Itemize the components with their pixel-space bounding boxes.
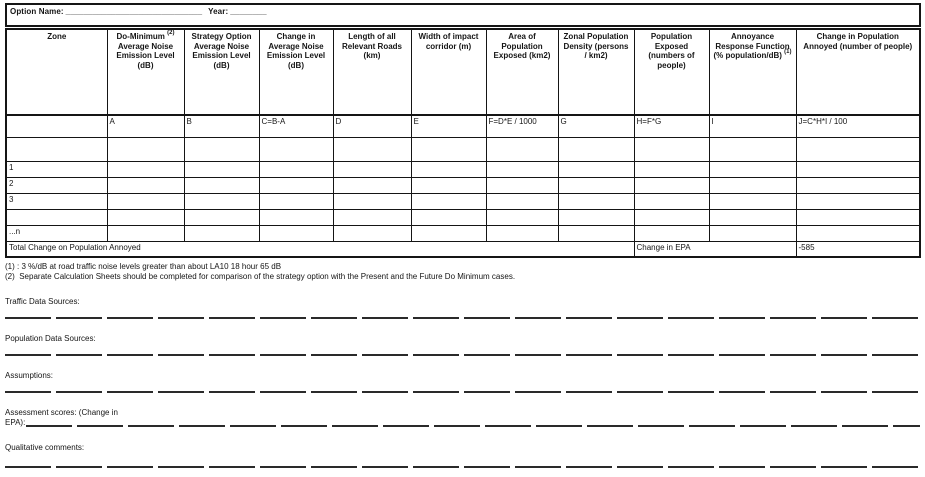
column-header-5: Length of all Relevant Roads (km) bbox=[333, 29, 411, 115]
empty-data-cell[interactable] bbox=[634, 225, 709, 241]
empty-data-cell[interactable] bbox=[107, 161, 184, 177]
year-blank[interactable]: ________ bbox=[230, 7, 267, 16]
empty-data-cell[interactable] bbox=[259, 137, 333, 161]
empty-data-cell[interactable] bbox=[411, 225, 486, 241]
empty-data-cell[interactable] bbox=[709, 137, 796, 161]
empty-data-cell[interactable] bbox=[259, 225, 333, 241]
section-inline-row bbox=[5, 418, 920, 428]
table-row bbox=[6, 193, 920, 209]
fill-in-line[interactable] bbox=[5, 466, 920, 468]
formula-cell: F=D*E / 1000 bbox=[486, 115, 558, 137]
empty-data-cell[interactable] bbox=[634, 193, 709, 209]
formula-cell: D bbox=[333, 115, 411, 137]
empty-data-cell[interactable] bbox=[184, 225, 259, 241]
formula-cell: B bbox=[184, 115, 259, 137]
empty-data-cell[interactable] bbox=[333, 225, 411, 241]
formula-cell: G bbox=[558, 115, 634, 137]
empty-data-cell[interactable] bbox=[107, 209, 184, 225]
column-header-8: Zonal Population Density (persons / km2) bbox=[558, 29, 634, 115]
year-label: Year: bbox=[208, 7, 229, 16]
empty-data-cell[interactable] bbox=[486, 177, 558, 193]
empty-data-cell[interactable] bbox=[486, 209, 558, 225]
section bbox=[5, 408, 920, 428]
formula-cell: H=F*G bbox=[634, 115, 709, 137]
empty-data-cell[interactable] bbox=[259, 193, 333, 209]
zone-label-cell: ...n bbox=[6, 225, 107, 241]
empty-data-cell[interactable] bbox=[333, 161, 411, 177]
empty-data-cell[interactable] bbox=[558, 193, 634, 209]
empty-data-cell[interactable] bbox=[558, 225, 634, 241]
column-header-3: Strategy Option Average Noise Emission Level (dB) bbox=[184, 29, 259, 115]
fill-in-line[interactable] bbox=[5, 391, 920, 393]
empty-data-cell[interactable] bbox=[486, 225, 558, 241]
column-header-2: Do-Minimum $^{(2)}$ Average Noise Emission Level (dB) bbox=[107, 29, 184, 115]
data-source-sections bbox=[5, 297, 920, 468]
empty-data-cell[interactable] bbox=[634, 137, 709, 161]
empty-data-cell[interactable] bbox=[486, 161, 558, 177]
change-in-epa-label-cell: Change in EPA bbox=[634, 241, 796, 257]
formula-row bbox=[6, 115, 920, 137]
form-header-bar bbox=[5, 3, 921, 27]
table-row bbox=[6, 225, 920, 241]
formula-cell bbox=[6, 115, 107, 137]
formula-cell: I bbox=[709, 115, 796, 137]
empty-data-cell[interactable] bbox=[107, 225, 184, 241]
empty-data-cell[interactable] bbox=[333, 177, 411, 193]
empty-data-cell[interactable] bbox=[486, 137, 558, 161]
section bbox=[5, 443, 920, 468]
empty-data-cell[interactable] bbox=[333, 209, 411, 225]
column-header-9: Population Exposed (numbers of people) bbox=[634, 29, 709, 115]
table-row bbox=[6, 209, 920, 225]
empty-data-cell[interactable] bbox=[259, 177, 333, 193]
option-name-label: Option Name: bbox=[10, 7, 64, 16]
empty-data-cell[interactable] bbox=[184, 209, 259, 225]
header-footnote-ref: (1) bbox=[784, 49, 792, 56]
column-header-6: Width of impact corridor (m) bbox=[411, 29, 486, 115]
empty-data-cell[interactable] bbox=[634, 209, 709, 225]
empty-data-cell[interactable] bbox=[184, 161, 259, 177]
empty-data-cell[interactable] bbox=[796, 193, 920, 209]
empty-data-cell[interactable] bbox=[107, 137, 184, 161]
column-header-1: Zone bbox=[6, 29, 107, 115]
empty-data-cell[interactable] bbox=[558, 209, 634, 225]
zone-label-cell: 2 bbox=[6, 177, 107, 193]
epa-value-cell: -585 bbox=[796, 241, 920, 257]
formula-cell: J=C*H*I / 100 bbox=[796, 115, 920, 137]
empty-data-cell[interactable] bbox=[796, 137, 920, 161]
empty-data-cell[interactable] bbox=[796, 177, 920, 193]
empty-data-cell[interactable] bbox=[796, 161, 920, 177]
zone-label-cell: 3 bbox=[6, 193, 107, 209]
empty-data-cell[interactable] bbox=[184, 193, 259, 209]
empty-data-cell[interactable] bbox=[411, 177, 486, 193]
empty-data-cell[interactable] bbox=[333, 137, 411, 161]
table-header-row bbox=[6, 29, 920, 115]
column-header-10: Annoyance Response Function (% population/dB) $^{(1)}$ bbox=[709, 29, 796, 115]
empty-data-cell[interactable] bbox=[107, 177, 184, 193]
empty-data-cell[interactable] bbox=[333, 193, 411, 209]
empty-data-cell[interactable] bbox=[709, 209, 796, 225]
footnote-2: (2) Separate Calculation Sheets should be completed for comparison of the strategy option with the Present and the Future Do Minimum cases. bbox=[5, 272, 516, 281]
empty-data-cell[interactable] bbox=[107, 193, 184, 209]
empty-data-cell[interactable] bbox=[558, 177, 634, 193]
empty-data-cell[interactable] bbox=[558, 161, 634, 177]
empty-data-cell[interactable] bbox=[486, 193, 558, 209]
empty-data-cell[interactable] bbox=[184, 137, 259, 161]
table-row bbox=[6, 137, 920, 161]
empty-data-cell[interactable] bbox=[796, 225, 920, 241]
zone-label-cell: 1 bbox=[6, 161, 107, 177]
section-label: Population Data Sources: bbox=[5, 334, 96, 343]
table-row bbox=[6, 161, 920, 177]
total-row bbox=[6, 241, 920, 257]
zone-label-cell[interactable] bbox=[6, 137, 107, 161]
empty-data-cell[interactable] bbox=[411, 161, 486, 177]
fill-in-line[interactable] bbox=[5, 354, 920, 356]
empty-data-cell[interactable] bbox=[259, 161, 333, 177]
empty-data-cell[interactable] bbox=[796, 209, 920, 225]
zone-label-cell[interactable] bbox=[6, 209, 107, 225]
footnotes bbox=[5, 262, 919, 282]
column-header-11: Change in Population Annoyed (number of people) bbox=[796, 29, 920, 115]
section-label: Assessment scores: (Change in bbox=[5, 408, 118, 417]
total-label-cell: Total Change on Population Annoyed bbox=[6, 241, 634, 257]
section bbox=[5, 297, 920, 319]
empty-data-cell[interactable] bbox=[709, 193, 796, 209]
empty-data-cell[interactable] bbox=[411, 193, 486, 209]
fill-in-line[interactable] bbox=[5, 317, 920, 319]
column-header-7: Area of Population Exposed (km2) bbox=[486, 29, 558, 115]
header-footnote-ref: (2) bbox=[167, 30, 175, 37]
empty-data-cell[interactable] bbox=[709, 177, 796, 193]
formula-cell: C=B-A bbox=[259, 115, 333, 137]
table-row bbox=[6, 177, 920, 193]
section bbox=[5, 371, 920, 393]
footnote-1: (1) : 3 %/dB at road traffic noise levels greater than about LA10 18 hour 65 dB bbox=[5, 262, 282, 271]
column-header-4: Change in Average Noise Emission Level (dB) bbox=[259, 29, 333, 115]
empty-data-cell[interactable] bbox=[634, 177, 709, 193]
section bbox=[5, 334, 920, 356]
formula-cell: E bbox=[411, 115, 486, 137]
empty-data-cell[interactable] bbox=[411, 209, 486, 225]
empty-data-cell[interactable] bbox=[184, 177, 259, 193]
calculation-table bbox=[5, 28, 921, 258]
formula-cell: A bbox=[107, 115, 184, 137]
section-label: Assumptions: bbox=[5, 371, 54, 380]
empty-data-cell[interactable] bbox=[634, 161, 709, 177]
empty-data-cell[interactable] bbox=[259, 209, 333, 225]
empty-data-cell[interactable] bbox=[411, 137, 486, 161]
empty-data-cell[interactable] bbox=[558, 137, 634, 161]
empty-data-cell[interactable] bbox=[709, 225, 796, 241]
section-label: Qualitative comments: bbox=[5, 443, 85, 452]
empty-data-cell[interactable] bbox=[709, 161, 796, 177]
section-label: Traffic Data Sources: bbox=[5, 297, 80, 306]
option-name-blank[interactable]: ______________________________ bbox=[65, 7, 203, 16]
section-label-continued: EPA): bbox=[5, 418, 26, 427]
fill-in-line[interactable] bbox=[26, 425, 920, 427]
